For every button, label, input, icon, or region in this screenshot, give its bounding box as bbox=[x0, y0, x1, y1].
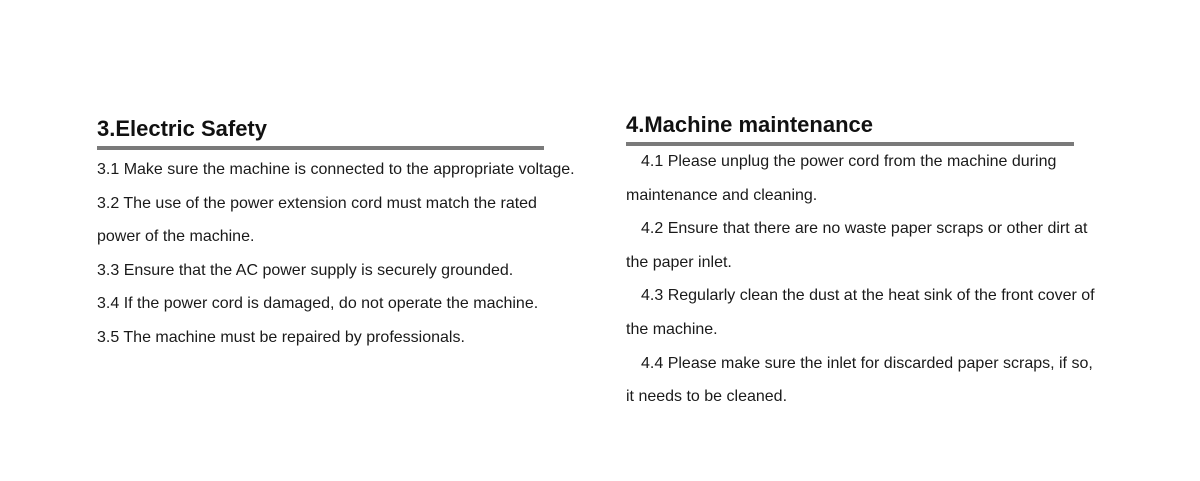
maintenance-item-4-1: 4.1 Please unplug the power cord from the machine during bbox=[641, 153, 1057, 170]
electric-safety-section bbox=[97, 114, 575, 355]
safety-item-3-5: 3.5 The machine must be repaired by professionals. bbox=[97, 328, 465, 346]
maintenance-item-4-2-continued: the paper inlet. bbox=[626, 253, 732, 271]
safety-item-3-1: 3.1 Make sure the machine is connected to the appropriate voltage. bbox=[97, 161, 575, 178]
machine-maintenance-list bbox=[626, 145, 1095, 414]
machine-maintenance-section bbox=[626, 110, 1095, 414]
safety-item-3-2: 3.2 The use of the power extension cord must match the rated bbox=[97, 194, 537, 212]
safety-item-3-2-continued: power of the machine. bbox=[97, 228, 255, 246]
safety-item-3-4: 3.4 If the power cord is damaged, do not operate the machine. bbox=[97, 295, 539, 313]
maintenance-item-4-3-continued: the machine. bbox=[626, 320, 718, 338]
maintenance-item-4-4-continued: it needs to be cleaned. bbox=[626, 388, 788, 406]
machine-maintenance-heading: 4.Machine maintenance bbox=[626, 112, 873, 137]
maintenance-item-4-1-continued: maintenance and cleaning. bbox=[626, 186, 818, 204]
maintenance-item-4-4: 4.4 Please make sure the inlet for discarded paper scraps, if so, bbox=[641, 354, 1093, 372]
electric-safety-list bbox=[97, 153, 575, 355]
maintenance-item-4-3: 4.3 Regularly clean the dust at the heat sink of the front cover of bbox=[641, 287, 1095, 305]
section-divider bbox=[97, 146, 544, 150]
maintenance-item-4-2: 4.2 Ensure that there are no waste paper scraps or other dirt at bbox=[641, 220, 1088, 238]
electric-safety-heading: 3.Electric Safety bbox=[97, 116, 267, 141]
safety-item-3-3: 3.3 Ensure that the AC power supply is securely grounded. bbox=[97, 261, 514, 279]
